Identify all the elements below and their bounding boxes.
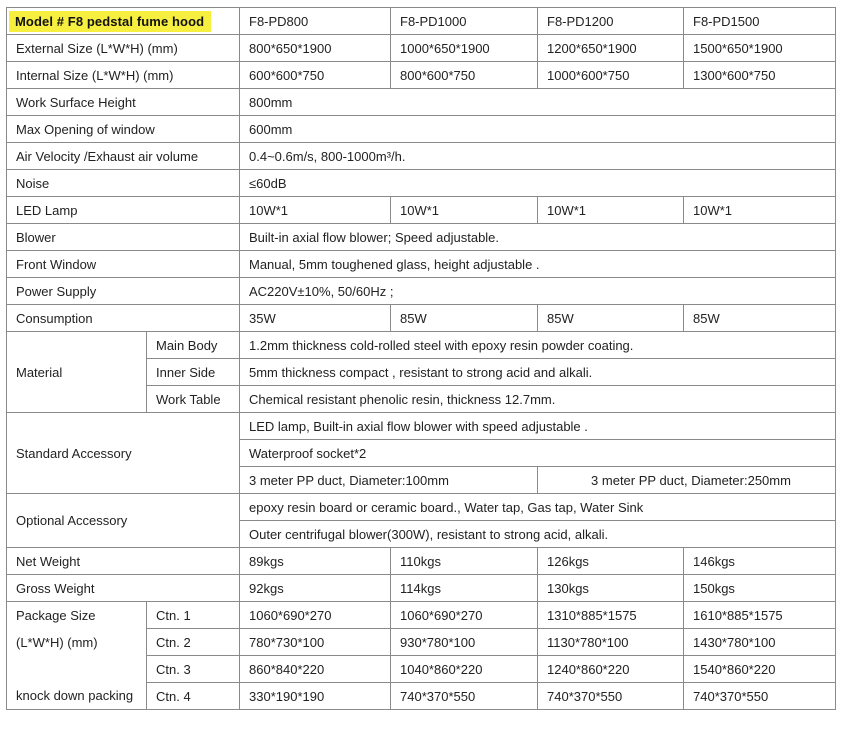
cell-value: 740*370*550 [538, 683, 684, 710]
cell-value: 35W [240, 305, 391, 332]
cell-value: 85W [684, 305, 836, 332]
cell-value: 1310*885*1575 [538, 602, 684, 629]
optional-accessory-row [7, 494, 836, 521]
cell-value: Chemical resistant phenolic resin, thickness 12.7mm. [240, 386, 836, 413]
package-label-spacer [7, 656, 147, 683]
cell-value: 1540*860*220 [684, 656, 836, 683]
spec-table [6, 7, 836, 710]
model-name: F8-PD800 [240, 8, 391, 35]
package-label: (L*W*H) (mm) [7, 629, 147, 656]
material-sub-label: Inner Side [147, 359, 240, 386]
standard-accessory-row [7, 413, 836, 440]
cell-value: 3 meter PP duct, Diameter:100mm [240, 467, 538, 494]
cell-value: 10W*1 [240, 197, 391, 224]
work-surface-height-row [7, 89, 836, 116]
cell-value: Manual, 5mm toughened glass, height adjustable . [240, 251, 836, 278]
carton-label: Ctn. 1 [147, 602, 240, 629]
cell-value: 1500*650*1900 [684, 35, 836, 62]
cell-value: 800*600*750 [391, 62, 538, 89]
row-label: Internal Size (L*W*H) (mm) [7, 62, 240, 89]
row-label: Consumption [7, 305, 240, 332]
cell-value: 600mm [240, 116, 836, 143]
cell-value: 89kgs [240, 548, 391, 575]
material-row [7, 332, 836, 359]
cell-value: 10W*1 [684, 197, 836, 224]
cell-value: 800mm [240, 89, 836, 116]
net-weight-row [7, 548, 836, 575]
cell-value: 92kgs [240, 575, 391, 602]
cell-value: 1200*650*1900 [538, 35, 684, 62]
cell-value: 600*600*750 [240, 62, 391, 89]
cell-value: 146kgs [684, 548, 836, 575]
model-name: F8-PD1000 [391, 8, 538, 35]
cell-value: 1300*600*750 [684, 62, 836, 89]
row-label: Net Weight [7, 548, 240, 575]
carton-label: Ctn. 2 [147, 629, 240, 656]
carton-label: Ctn. 4 [147, 683, 240, 710]
cell-value: 110kgs [391, 548, 538, 575]
cell-value: 1000*650*1900 [391, 35, 538, 62]
cell-value: 1130*780*100 [538, 629, 684, 656]
cell-value: 10W*1 [391, 197, 538, 224]
cell-value: Built-in axial flow blower; Speed adjustable. [240, 224, 836, 251]
gross-weight-row [7, 575, 836, 602]
cell-value: 3 meter PP duct, Diameter:250mm [538, 467, 836, 494]
cell-value: 5mm thickness compact , resistant to strong acid and alkali. [240, 359, 836, 386]
package-row [7, 602, 836, 629]
cell-value: 330*190*190 [240, 683, 391, 710]
model-name: F8-PD1200 [538, 8, 684, 35]
cell-value: ≤60dB [240, 170, 836, 197]
package-label: knock down packing [7, 683, 147, 710]
cell-value: 800*650*1900 [240, 35, 391, 62]
cell-value: 740*370*550 [684, 683, 836, 710]
model-name: F8-PD1500 [684, 8, 836, 35]
cell-value: epoxy resin board or ceramic board., Water tap, Gas tap, Water Sink [240, 494, 836, 521]
row-label: Standard Accessory [7, 413, 240, 494]
cell-value: 1240*860*220 [538, 656, 684, 683]
power-supply-row [7, 278, 836, 305]
cell-value: 1060*690*270 [240, 602, 391, 629]
cell-value: 126kgs [538, 548, 684, 575]
cell-value: 1430*780*100 [684, 629, 836, 656]
cell-value: Outer centrifugal blower(300W), resistant to strong acid, alkali. [240, 521, 836, 548]
cell-value: 1000*600*750 [538, 62, 684, 89]
cell-value: AC220V±10%, 50/60Hz ; [240, 278, 836, 305]
cell-value: 1060*690*270 [391, 602, 538, 629]
cell-value: 130kgs [538, 575, 684, 602]
row-label: Gross Weight [7, 575, 240, 602]
row-label: Optional Accessory [7, 494, 240, 548]
internal-size-row [7, 62, 836, 89]
consumption-row [7, 305, 836, 332]
cell-value: 930*780*100 [391, 629, 538, 656]
row-label: Max Opening of window [7, 116, 240, 143]
cell-value: 860*840*220 [240, 656, 391, 683]
package-row [7, 629, 836, 656]
air-velocity-row [7, 143, 836, 170]
cell-value: 1610*885*1575 [684, 602, 836, 629]
cell-value: 114kgs [391, 575, 538, 602]
package-row [7, 683, 836, 710]
cell-value: 10W*1 [538, 197, 684, 224]
cell-value: 85W [538, 305, 684, 332]
cell-value: 1.2mm thickness cold-rolled steel with epoxy resin powder coating. [240, 332, 836, 359]
material-label: Material [7, 332, 147, 413]
carton-label: Ctn. 3 [147, 656, 240, 683]
blower-row [7, 224, 836, 251]
max-opening-row [7, 116, 836, 143]
cell-value: 780*730*100 [240, 629, 391, 656]
row-label: External Size (L*W*H) (mm) [7, 35, 240, 62]
package-row [7, 656, 836, 683]
row-label: LED Lamp [7, 197, 240, 224]
noise-row [7, 170, 836, 197]
cell-value: LED lamp, Built-in axial flow blower with speed adjustable . [240, 413, 836, 440]
model-label: Model # F8 pedstal fume hood [9, 11, 211, 32]
package-label: Package Size [7, 602, 147, 629]
row-label: Work Surface Height [7, 89, 240, 116]
row-label: Front Window [7, 251, 240, 278]
header-row [7, 8, 836, 35]
led-lamp-row [7, 197, 836, 224]
row-label: Air Velocity /Exhaust air volume [7, 143, 240, 170]
cell-value: 1040*860*220 [391, 656, 538, 683]
external-size-row [7, 35, 836, 62]
cell-value: Waterproof socket*2 [240, 440, 836, 467]
cell-value: 150kgs [684, 575, 836, 602]
row-label: Blower [7, 224, 240, 251]
material-sub-label: Work Table [147, 386, 240, 413]
model-header-cell [7, 8, 240, 35]
cell-value: 740*370*550 [391, 683, 538, 710]
row-label: Power Supply [7, 278, 240, 305]
front-window-row [7, 251, 836, 278]
cell-value: 85W [391, 305, 538, 332]
material-sub-label: Main Body [147, 332, 240, 359]
row-label: Noise [7, 170, 240, 197]
cell-value: 0.4~0.6m/s, 800-1000m³/h. [240, 143, 836, 170]
